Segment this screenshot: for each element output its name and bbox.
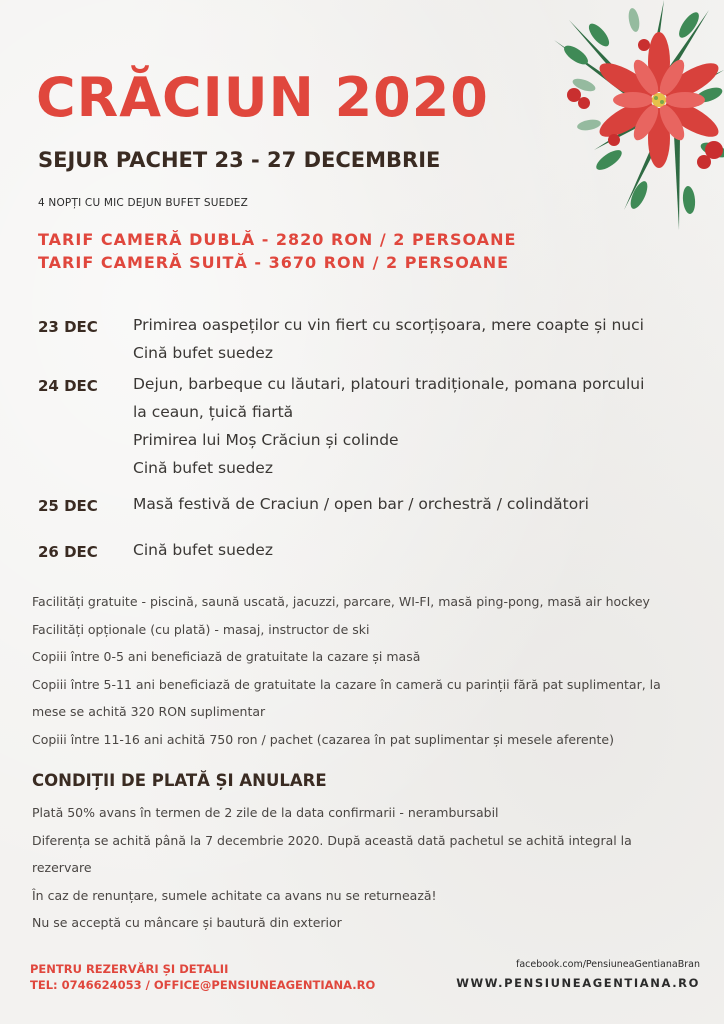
activity-line: Cină bufet suedez [133,459,273,477]
day-label-26: 26 DEC [38,543,98,561]
day-label-25: 25 DEC [38,497,98,515]
package-subtitle: SEJUR PACHET 23 - 27 DECEMBRIE [38,148,441,172]
note-line: Copiii între 5-11 ani beneficiază de gratuitate la cazare în cameră cu parinții fără pat suplimentar, la [32,676,661,692]
activity-line: Primirea oaspeților cu vin fiert cu scorțișoara, mere coapte și nuci [133,316,644,334]
conditions-list [32,799,712,937]
day-label-24: 24 DEC [38,377,98,395]
facilities-notes [32,588,712,753]
tariff-suite-room: TARIF CAMERĂ SUITĂ - 3670 RON / 2 PERSOANE [38,253,510,272]
nights-info: 4 NOPȚI CU MIC DEJUN BUFET SUEDEZ [38,197,249,209]
day-25-activities [133,490,713,518]
page-title: CRĂCIUN 2020 [36,66,489,129]
condition-line: Diferența se achită până la 7 decembrie 2020. După această dată pachetul se achită integral la [32,832,632,848]
contact-info[interactable]: TEL: 0746624053 / OFFICE@PENSIUNEAGENTIANA.RO [30,978,376,992]
poinsettia-decoration-icon [514,0,724,240]
condition-line: Plată 50% avans în termen de 2 zile de la data confirmarii - nerambursabil [32,805,499,820]
day-label-23: 23 DEC [38,318,98,336]
activity-line: Cină bufet suedez [133,344,273,362]
activity-line: Cină bufet suedez [133,541,273,559]
conditions-title: CONDIȚII DE PLATĂ ȘI ANULARE [32,771,327,790]
condition-line: Nu se acceptă cu mâncare și bautură din exterior [32,915,342,930]
note-line: Copiii între 11-16 ani achită 750 ron / pachet (cazarea în pat suplimentar și mesele aferente) [32,731,614,747]
facebook-link[interactable]: facebook.com/PensiuneaGentianaBran [516,959,700,970]
note-line: Facilități opționale (cu plată) - masaj, instructor de ski [32,621,370,637]
condition-line: În caz de renunțare, sumele achitate ca avans nu se returnează! [32,887,437,903]
day-26-activities [133,536,713,564]
activity-line: Dejun, barbeque cu lăutari, platouri tradiționale, pomana porcului [133,375,645,393]
activity-line: Primirea lui Moș Crăciun și colinde [133,431,399,449]
day-24-activities [133,370,713,482]
day-23-activities [133,311,713,367]
note-line: Copiii între 0-5 ani beneficiază de gratuitate la cazare și masă [32,649,421,664]
tariff-double-room: TARIF CAMERĂ DUBLĂ - 2820 RON / 2 PERSOANE [38,230,517,249]
activity-line: Masă festivă de Craciun / open bar / orchestră / colindători [133,495,589,513]
reservations-label: PENTRU REZERVĂRI ȘI DETALII [30,962,229,976]
note-line: mese se achită 320 RON suplimentar [32,704,266,719]
activity-line: la ceaun, țuică fiartă [133,403,294,421]
condition-line: rezervare [32,860,92,875]
note-line: Facilități gratuite - piscină, saună uscată, jacuzzi, parcare, WI-FI, masă ping-pong, masă air hockey [32,594,650,609]
website-link[interactable]: WWW.PENSIUNEAGENTIANA.RO [456,976,700,990]
